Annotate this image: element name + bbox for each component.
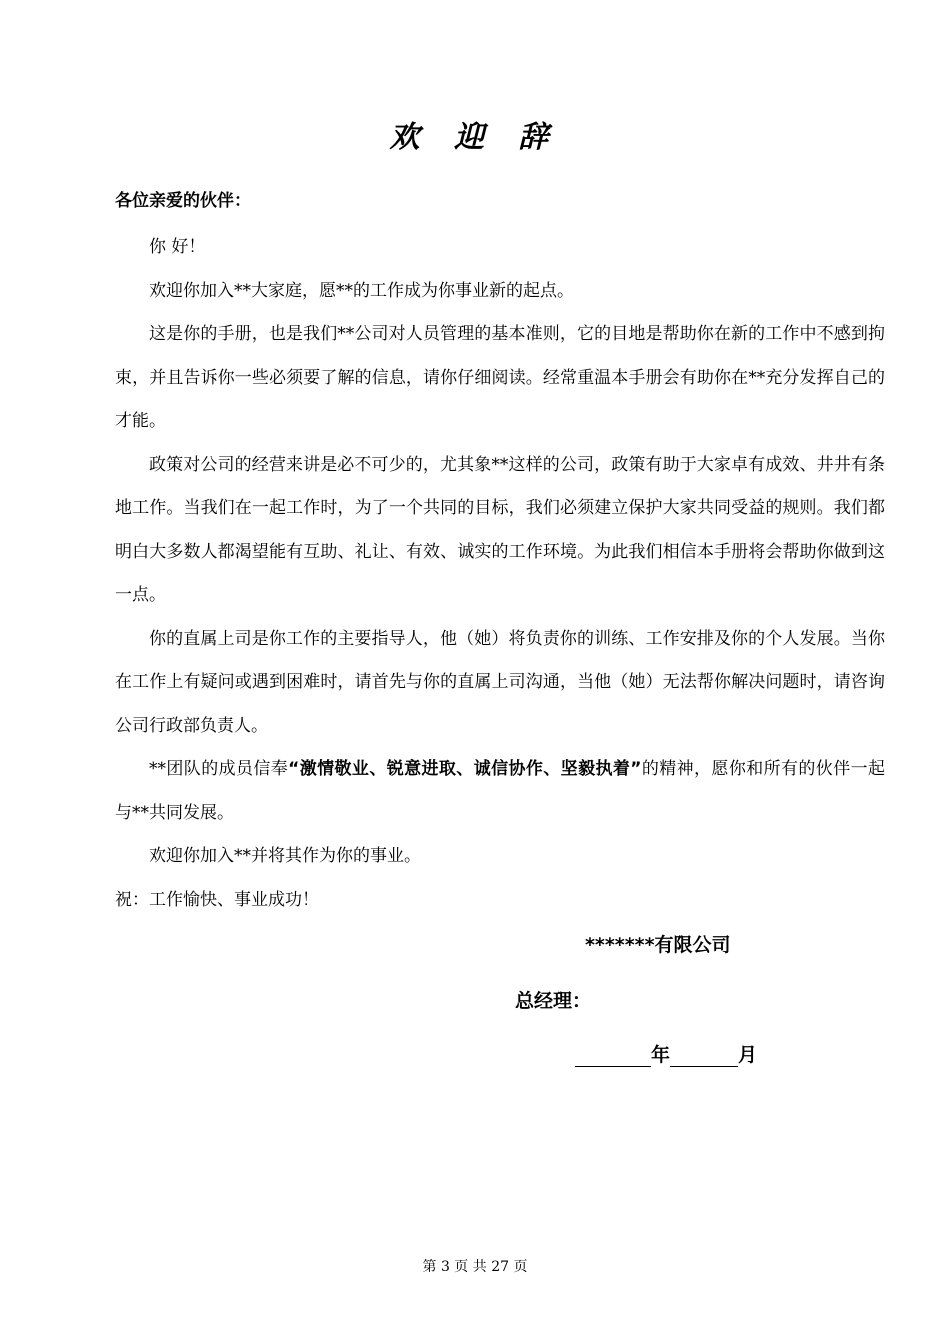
- paragraph-handbook: 这是你的手册，也是我们**公司对人员管理的基本准则，它的目地是帮助你在新的工作中不感到拘束，并且告诉你一些必须要了解的信息，请你仔细阅读。经常重温本手册会有助你在**充分发挥自己的才能。: [115, 324, 885, 431]
- month-label: 月: [738, 1044, 758, 1066]
- month-blank: [670, 1044, 738, 1067]
- general-manager-label: 总经理：: [515, 990, 592, 1012]
- paragraph-motto: [115, 748, 885, 835]
- motto-after: 的精神，愿你和所有的伙伴一起与**共同发展。: [115, 759, 885, 823]
- salutation: 各位亲爱的伙伴：: [115, 191, 251, 211]
- letter-body: [115, 226, 885, 922]
- year-label: 年: [651, 1044, 671, 1066]
- paragraph-policy: 政策对公司的经营来讲是必不可少的，尤其象**这样的公司，政策有助于大家卓有成效、井井有条地工作。当我们在一起工作时，为了一个共同的目标，我们必须建立保护大家共同受益的规则。我们都明白大多数人都渴望能有互助、礼让、有效、诚实的工作环境。为此我们相信本手册将会帮助你做到这一点。: [115, 454, 885, 605]
- paragraph-supervisor: 你的直属上司是你工作的主要指导人，他（她）将负责你的训练、工作安排及你的个人发展。当你在工作上有疑问或遇到困难时，请首先与你的直属上司沟通，当他（她）无法帮你解决问题时，请咨询公司行政部负责人。: [115, 628, 885, 736]
- motto-before: **团队的成员信奉: [149, 759, 289, 779]
- company-name: *******有限公司: [585, 934, 731, 956]
- paragraph-welcome: 欢迎你加入**大家庭，愿**的工作成为你事业新的起点。: [149, 280, 574, 301]
- page-footer: 第 3 页 共 27 页: [422, 1259, 528, 1275]
- page-title: 欢 迎 辞: [389, 120, 561, 155]
- date-line: [575, 1040, 757, 1067]
- paragraph-closing: 欢迎你加入**并将其作为你的事业。: [149, 846, 421, 866]
- greeting: 你 好！: [149, 237, 206, 257]
- year-blank: [575, 1044, 651, 1067]
- motto-text: “激情敬业、锐意进取、诚信协作、坚毅执着”: [288, 759, 642, 779]
- wish-line: 祝：工作愉快、事业成功！: [115, 889, 319, 910]
